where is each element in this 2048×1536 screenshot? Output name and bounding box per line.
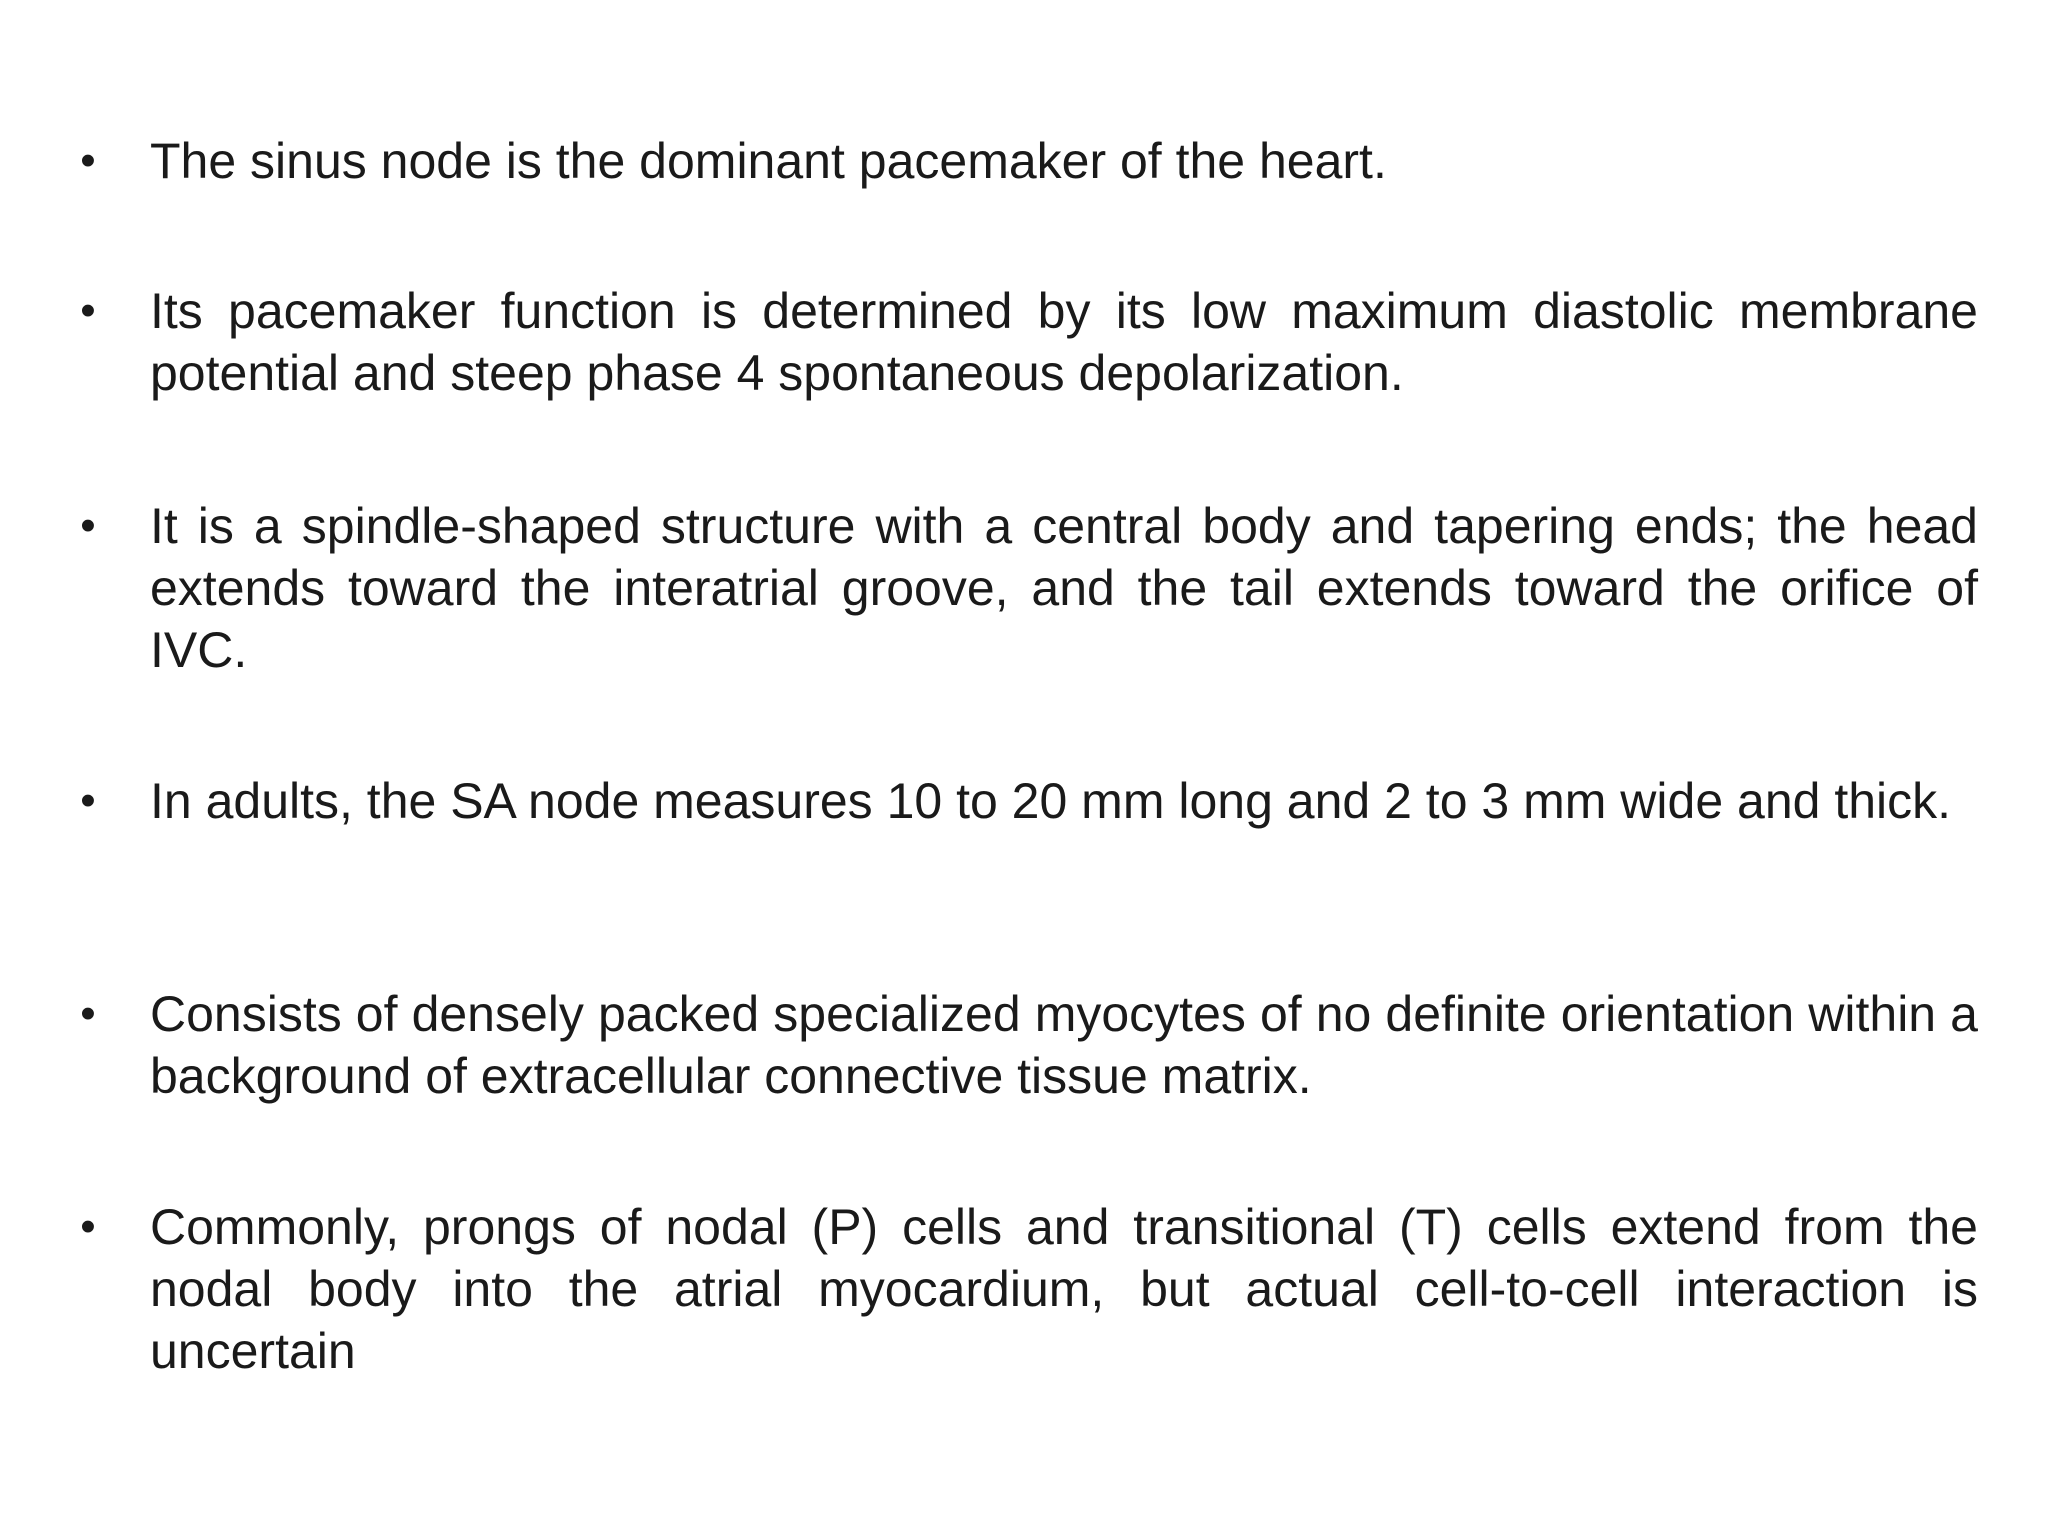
bullet-item [80,1196,1978,1382]
bullet-text: It is a spindle-shaped structure with a central body and tapering ends; the head extends toward the interatrial groove, and the tail extends toward the orifice of IVC. [150,498,1978,678]
bullet-icon: • [80,1202,96,1251]
bullet-item [80,770,1978,832]
bullet-text: The sinus node is the dominant pacemaker of the heart. [150,133,1387,189]
bullet-item [80,495,1978,681]
bullet-text: Consists of densely packed specialized myocytes of no definite orientation within a background of extracellular connective tissue matrix. [150,986,1978,1104]
bullet-text: Its pacemaker function is determined by its low maximum diastolic membrane potential and steep phase 4 spontaneous depolarization. [150,283,1978,401]
bullet-icon: • [80,989,96,1038]
bullet-text: In adults, the SA node measures 10 to 20 mm long and 2 to 3 mm wide and thick. [150,773,1952,829]
bullet-item [80,280,1978,404]
bullet-icon: • [80,286,96,335]
bullet-text: Commonly, prongs of nodal (P) cells and transitional (T) cells extend from the nodal body into the atrial myocardium, but actual cell-to-cell interaction is uncertain [150,1199,1978,1379]
bullet-item [80,983,1978,1107]
bullet-icon: • [80,136,96,185]
bullet-item [80,130,1978,192]
bullet-icon: • [80,501,96,550]
bullet-icon: • [80,776,96,825]
